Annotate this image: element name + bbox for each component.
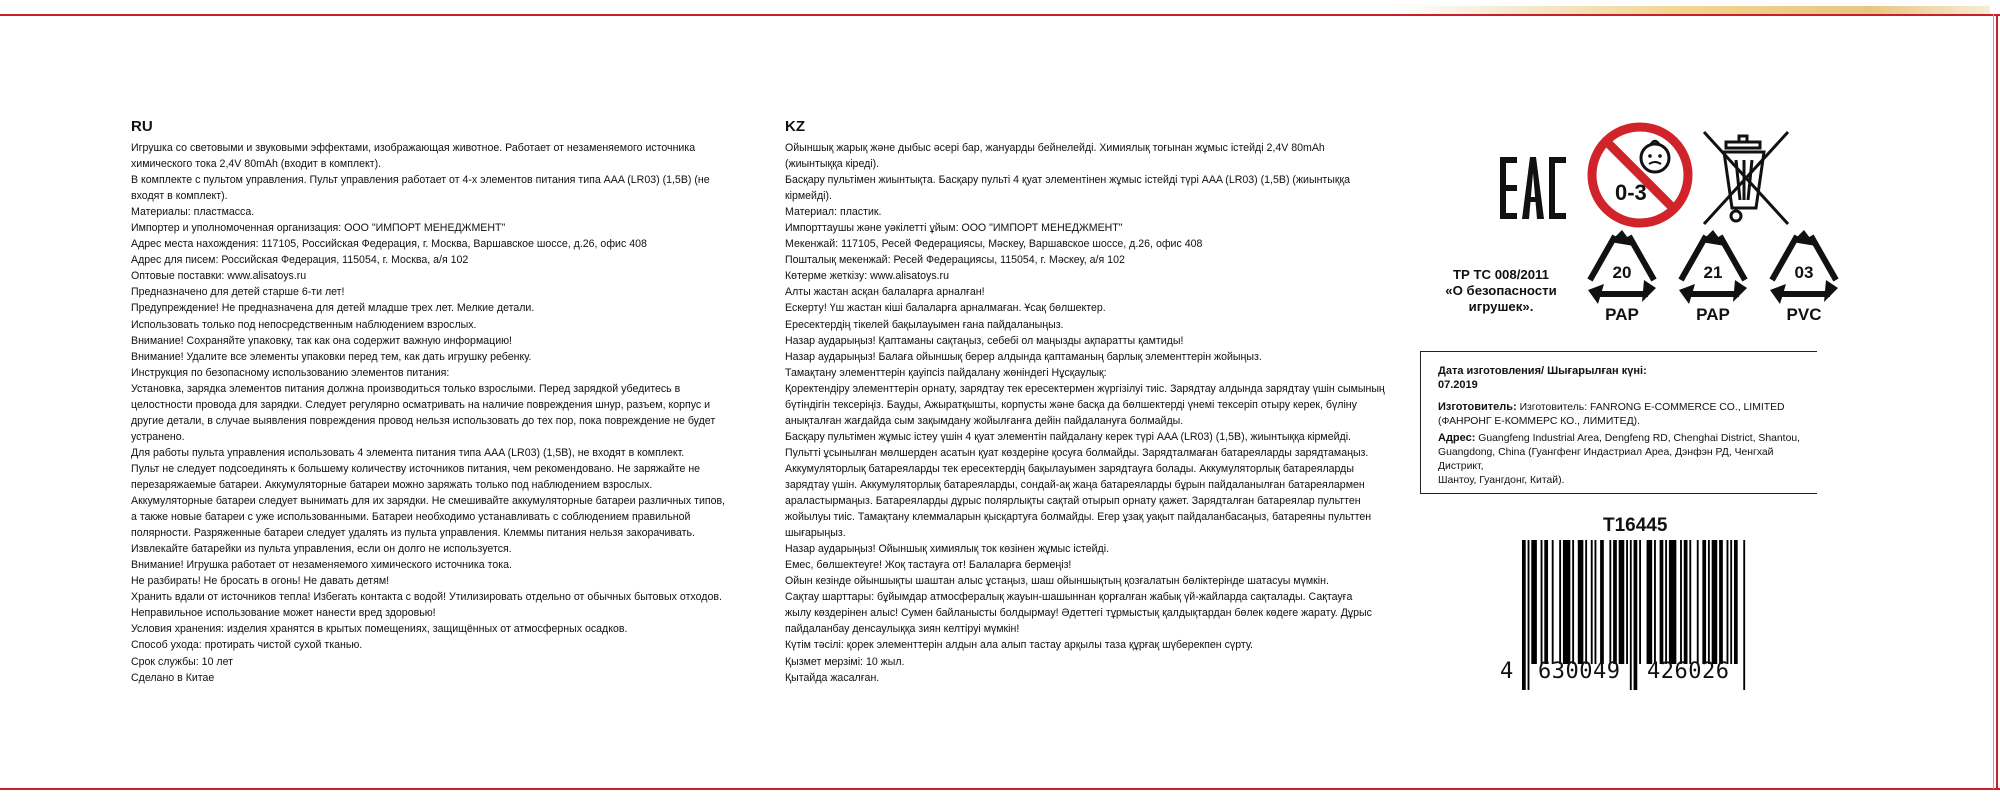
kz-lines	[785, 140, 1385, 686]
barcode-bar	[1719, 540, 1723, 664]
ru-line: Срок службы: 10 лет	[131, 655, 233, 668]
kazakh-text-column	[785, 118, 1385, 686]
kz-line: Пультті ұсынылған мөлшерден асатын қуат көздеріне қосуға болмайды. Зарядталмаған батареяларды зарядтамаңыз.	[785, 446, 1369, 459]
kz-line: Мекенжай: 117105, Ресей Федерациясы, Мәскеу, Варшавское шоссе, д.26, офис 408	[785, 238, 1203, 251]
ru-line: Использовать только под непосредственным наблюдением взрослых.	[131, 318, 477, 331]
address-label: Адрес:	[1438, 432, 1476, 444]
kz-line: Назар аударыңыз! Қаптаманы сақтаңыз, себебі ол маңызды ақпаратты қамтиды!	[785, 334, 1184, 347]
address-value-3: Шантоу, Гуангдонг, Китай).	[1438, 475, 1565, 486]
recycling-symbol	[1582, 228, 1662, 323]
ru-line: Импортер и уполномоченная организация: ООО "ИМПОРТ МЕНЕДЖМЕНТ"	[131, 222, 506, 235]
barcode-bar	[1727, 540, 1729, 664]
kz-line: зарядтау үшін. Аккумуляторлық батареяларды, сондай-ақ жаңа батареяларды бұрын пайдаланылған батареялармен	[785, 478, 1365, 491]
ru-line: Игрушка со световыми и звуковыми эффектами, изображающая животное. Работает от незаменяемого источника	[131, 142, 696, 154]
ru-line: Внимание! Игрушка работает от незаменяемого химического источника тока.	[131, 559, 512, 572]
recycle-code: 20	[1612, 263, 1632, 282]
barcode-bar	[1665, 540, 1667, 664]
barcode-bar	[1708, 540, 1710, 664]
crossed-out-bin-icon	[1696, 124, 1796, 234]
ru-line: Материалы: пластмасса.	[131, 206, 255, 219]
ru-line: Установка, зарядка элементов питания должна производиться только взрослыми. Перед зарядкой убедитесь в	[131, 382, 681, 395]
barcode-bar	[1572, 540, 1574, 664]
tr-ts-certification	[1430, 267, 1572, 315]
kz-line: Қытайда жасалған.	[785, 671, 880, 684]
recycle-arrows-icon	[1673, 228, 1753, 323]
top-trim-line	[0, 14, 2000, 16]
kz-line: Қоректендіру элементтерін орнату, зарядтау тек ересектермен жүргізілуі тиіс. Зарядтау алдында зарядтау үшін сымының	[785, 382, 1385, 395]
barcode-bar	[1559, 540, 1561, 664]
barcode-digits-group-2: 426026	[1647, 659, 1730, 684]
kz-line: Емес, бөлшектеуге! Жоқ тастауға от! Балаларға бермеңіз!	[785, 559, 1072, 572]
barcode-bar	[1626, 540, 1628, 664]
barcode-bar	[1680, 540, 1682, 664]
ru-line: входят в комплект).	[131, 190, 228, 203]
barcode-bar	[1647, 540, 1653, 664]
ru-line: Предназначено для детей старше 6-ти лет!	[131, 286, 345, 299]
kz-line: Ересектердің тікелей бақылауымен ғана пайдаланыңыз.	[785, 318, 1064, 331]
bottom-trim-line	[0, 788, 2000, 790]
kz-line: Аккумуляторлық батареяларды тек ересектердің бақылауымен зарядтауға болады. Аккумуляторлық батареяларды	[785, 462, 1354, 475]
top-color-strip	[1390, 6, 1990, 14]
kz-heading: KZ	[785, 118, 805, 135]
kz-line: Басқару пультімен жиынтықта. Басқару пульті 4 қуат элементінен жұмыс істейді түрі AAA (LR03) (1,5В) (жиынтыққа	[785, 174, 1351, 187]
kz-line: Көтерме жеткізу: www.alisatoys.ru	[785, 270, 949, 283]
ru-line: Для работы пульта управления использовать 4 элемента питания типа AAA (LR03) (1,5В), не входят в комплект.	[131, 446, 685, 459]
kz-line: анықталған жағдайда сым зақымдану жойылғанға дейін пайдалануға болмайды.	[785, 414, 1184, 427]
recycle-arrows-icon	[1582, 228, 1662, 323]
barcode-bar	[1712, 540, 1718, 664]
recycle-arrows-icon	[1764, 228, 1844, 323]
ru-line: Предупреждение! Не предназначена для детей младше трех лет. Мелкие детали.	[131, 302, 535, 315]
manufacturer-value-2: (ФАНРОНГ Е-КОММЕРС КО., ЛИМИТЕД).	[1438, 416, 1640, 427]
manufacturer-value: Изготовитель: FANRONG E-COMMERCE CO., LIMITED	[1519, 402, 1785, 413]
ru-line: Извлекайте батарейки из пульта управления, если он долго не используется.	[131, 543, 512, 556]
recycle-material: PVC	[1786, 305, 1822, 323]
barcode-digits-group-1: 630049	[1538, 659, 1621, 684]
kz-line: Ескерту! Үш жастан кіші балаларға арналмаған. Ұсақ бөлшектер.	[785, 302, 1106, 315]
tr-ts-line-2: «О безопасности	[1445, 283, 1557, 298]
barcode-digit-first: 4	[1500, 659, 1514, 684]
tr-ts-line-3: игрушек».	[1468, 299, 1534, 314]
barcode-bar	[1613, 540, 1617, 664]
kz-line: Назар аударыңыз! Ойыншық химиялық ток көзінен жұмыс істейді.	[785, 543, 1110, 556]
ru-line: Не разбирать! Не бросать в огонь! Не давать детям!	[131, 575, 390, 588]
kz-line: Алты жастан асқан балаларға арналған!	[785, 286, 985, 299]
barcode-bar	[1531, 540, 1537, 664]
recycle-material: PAP	[1696, 305, 1730, 323]
address-value-2: Guangdong, China (Гуангфенг Индастриал Ареа, Дэнфэн РД, Ченгхай Дистрикт,	[1438, 447, 1774, 472]
kz-line: кірмейді).	[785, 190, 832, 203]
barcode-bar	[1541, 540, 1543, 664]
recycle-material: PAP	[1605, 305, 1639, 323]
kz-line: Күтім тәсілі: қорек элементтерін алдын ала алып тастау арқылы таза құрғақ шүберекпен сүрту.	[785, 639, 1254, 652]
ru-line: другие детали, в случае выявления повреждения провод нельзя использовать до тех пор, пока повреждение не будет	[131, 414, 716, 427]
eac-label: EAC	[1498, 153, 1501, 154]
barcode-bar	[1697, 540, 1699, 664]
ru-lines	[131, 140, 743, 686]
kz-line: жойылуы тиіс. Тамақтану клеммаларын қысқартуға болмайды. Егер ұзақ уақыт пайдаланбасаңыз, батареяны пульттен	[785, 511, 1372, 524]
tr-ts-line-1: ТР ТС 008/2011	[1452, 267, 1550, 282]
ru-line: перезаряжаемые батареи. Аккумуляторные батареи можно заряжать только под наблюдением взрослых.	[131, 478, 653, 491]
ru-line: Оптовые поставки: www.alisatoys.ru	[131, 270, 307, 283]
ru-line: Условия хранения: изделия хранятся в крытых помещениях, защищённых от атмосферных осадков.	[131, 623, 628, 636]
barcode-bar	[1654, 540, 1656, 664]
kz-line: бүтіндігін тексеріңіз. Бауды, Ажыратқышты, корпусты және басқа да бөлшектерді үнемі тексеріп отыру керек, бүліну	[785, 398, 1357, 411]
kz-line: (жиынтыққа кіреді).	[785, 158, 880, 171]
barcode-bar	[1734, 540, 1738, 664]
barcode-bar	[1660, 540, 1664, 664]
ru-line: Инструкция по безопасному использованию элементов питания:	[131, 366, 450, 379]
barcode-bar	[1730, 540, 1732, 664]
kz-line: жылу көздерінен алыс! Сумен байланысты болдырмау! Әдеттегі тұрмыстық қалдықтардан бөлек көдеге жарату. Дұрыс	[785, 607, 1372, 620]
ru-line: Внимание! Удалите все элементы упаковки перед тем, как дать игрушку ребенку.	[131, 350, 532, 363]
kz-line: шығарыңыз.	[785, 527, 846, 540]
ru-line: а также новые батареи с уже использованными. Батареи необходимо устанавливать с соблюдением правильной	[131, 511, 691, 524]
kz-line: Тамақтану элементтерін қауіпсіз пайдалану жөніндегі Нұсқаулық:	[785, 366, 1107, 379]
ru-line: Способ ухода: протирать чистой сухой тканью.	[131, 639, 363, 652]
product-code: T16445	[1603, 515, 1668, 536]
recycle-code: 03	[1794, 263, 1814, 282]
right-trim-line	[1996, 14, 1998, 789]
ru-line: Неправильное использование может нанести вред здоровью!	[131, 607, 436, 620]
eac-mark-icon	[1498, 153, 1568, 223]
kz-line: Пошталық мекенжай: Ресей Федерациясы, 115054, г. Мәскеу, а/я 102	[785, 254, 1125, 267]
address-value: Guangfeng Industrial Area, Dengfeng RD, Chenghai District, Shantou,	[1475, 433, 1801, 444]
recycling-symbol	[1673, 228, 1753, 323]
manufacturer-label: Изготовитель:	[1438, 401, 1517, 413]
ru-line: химического тока 2,4V 80mAh (входит в комплект).	[131, 158, 382, 171]
kz-line: Ойыншық жарық және дыбыс әсері бар, жануарды бейнелейді. Химиялық тоғынан жұмыс істейді 2,4V 80mAh	[785, 142, 1325, 154]
barcode-bar	[1684, 540, 1688, 664]
barcode-bar	[1563, 540, 1570, 664]
manufacturer-info	[1438, 364, 1810, 488]
ru-line: Внимание! Сохраняйте упаковку, так как она содержит важную информацию!	[131, 334, 513, 347]
russian-text-column	[131, 118, 743, 686]
barcode-bar	[1669, 540, 1676, 664]
ru-line: Адрес для писем: Российская Федерация, 115054, г. Москва, а/я 102	[131, 254, 469, 267]
barcode-bar	[1552, 540, 1554, 664]
kz-line: араластырмаңыз. Батареяларды дұрыс полярлықты сақтай отырып орнату қажет. Зарядталған батареялар пульттен	[785, 495, 1361, 508]
kz-line: Сақтау шарттары: бұйымдар атмосфералық жауын-шашыннан қорғалған жабық үй-жайларда сақталады. Сақтауға	[785, 591, 1353, 604]
barcode-bar	[1630, 540, 1632, 690]
kz-line: Назар аударыңыз! Балаға ойыншық берер алдында қаптаманың барлық элементтерін жойыңыз.	[785, 350, 1262, 363]
barcode-bar	[1743, 540, 1745, 690]
barcode-bar	[1702, 540, 1706, 664]
barcode-bar	[1585, 540, 1587, 664]
recycle-code: 21	[1703, 263, 1723, 282]
ru-line: целостности провода для зарядки. Следует регулярно осматривать на наличие повреждения шнур, разъем, корпус и	[131, 398, 711, 411]
ru-line: Сделано в Китае	[131, 671, 215, 684]
age-label: 0-3	[1615, 180, 1647, 205]
kz-line: Импорттаушы және уәкілетті ұйым: ООО "ИМПОРТ МЕНЕДЖМЕНТ"	[785, 222, 1123, 235]
kz-line: Ойын кезінде ойыншықты шаштан алыс ұстаңыз, шаш ойыншықтың қозғалатын бөліктерінде шатасуы мүмкін.	[785, 575, 1329, 588]
barcode-bar	[1528, 540, 1530, 690]
kz-line: Қызмет мерзімі: 10 жыл.	[785, 655, 905, 668]
manufacture-date-value: 07.2019	[1438, 379, 1478, 391]
barcode-bar	[1595, 540, 1597, 664]
recycling-symbol	[1764, 228, 1844, 323]
barcode-bar	[1609, 540, 1611, 664]
barcode-bar	[1619, 540, 1625, 664]
manufacture-date-label: Дата изготовления/ Шығарылған күні:	[1438, 365, 1647, 377]
age-restriction-icon	[1585, 120, 1695, 230]
ru-line: Аккумуляторные батареи следует вынимать для их зарядки. Не смешивайте аккумуляторные батареи различных типов,	[131, 495, 726, 508]
kz-line: пайдаланбау денсаулыққа зиян келтіруі мүмкін!	[785, 623, 1020, 636]
barcode-bar	[1544, 540, 1548, 664]
barcode-bar	[1639, 540, 1641, 664]
ru-line: устранено.	[131, 430, 185, 443]
barcode-bar	[1600, 540, 1604, 664]
ru-line: Пульт не следует подсоединять к большему количеству источников питания, чем рекомендовано. Не заряжайте не	[131, 462, 701, 475]
barcode-bar	[1591, 540, 1593, 664]
ru-heading: RU	[131, 118, 153, 135]
barcode-bar	[1689, 540, 1691, 664]
right-fold-line	[1993, 14, 1994, 789]
barcode-bar	[1522, 540, 1526, 690]
ru-line: Хранить вдали от источников тепла! Избегать контакта с водой! Утилизировать отдельно от обычных бытовых отходов.	[131, 591, 722, 604]
kz-line: Материал: пластик.	[785, 206, 882, 219]
ru-line: В комплекте с пультом управления. Пульт управления работает от 4-х элементов питания типа AAA (LR03) (1,5В) (не	[131, 174, 710, 187]
kz-line: Басқару пультімен жұмыс істеу үшін 4 қуат элементін пайдалану керек түрі AAA (LR03) (1,5В), жиынтыққа кірмейді.	[785, 430, 1351, 443]
barcode-bar	[1634, 540, 1638, 690]
ru-line: полярности. Разряженные батареи следует удалять из пульта управления. Клеммы питания нельзя закорачивать.	[131, 527, 695, 540]
ru-line: Адрес места нахождения: 117105, Российская Федерация, г. Москва, Варшавское шоссе, д.26, офис 408	[131, 238, 647, 251]
barcode-bar	[1578, 540, 1584, 664]
